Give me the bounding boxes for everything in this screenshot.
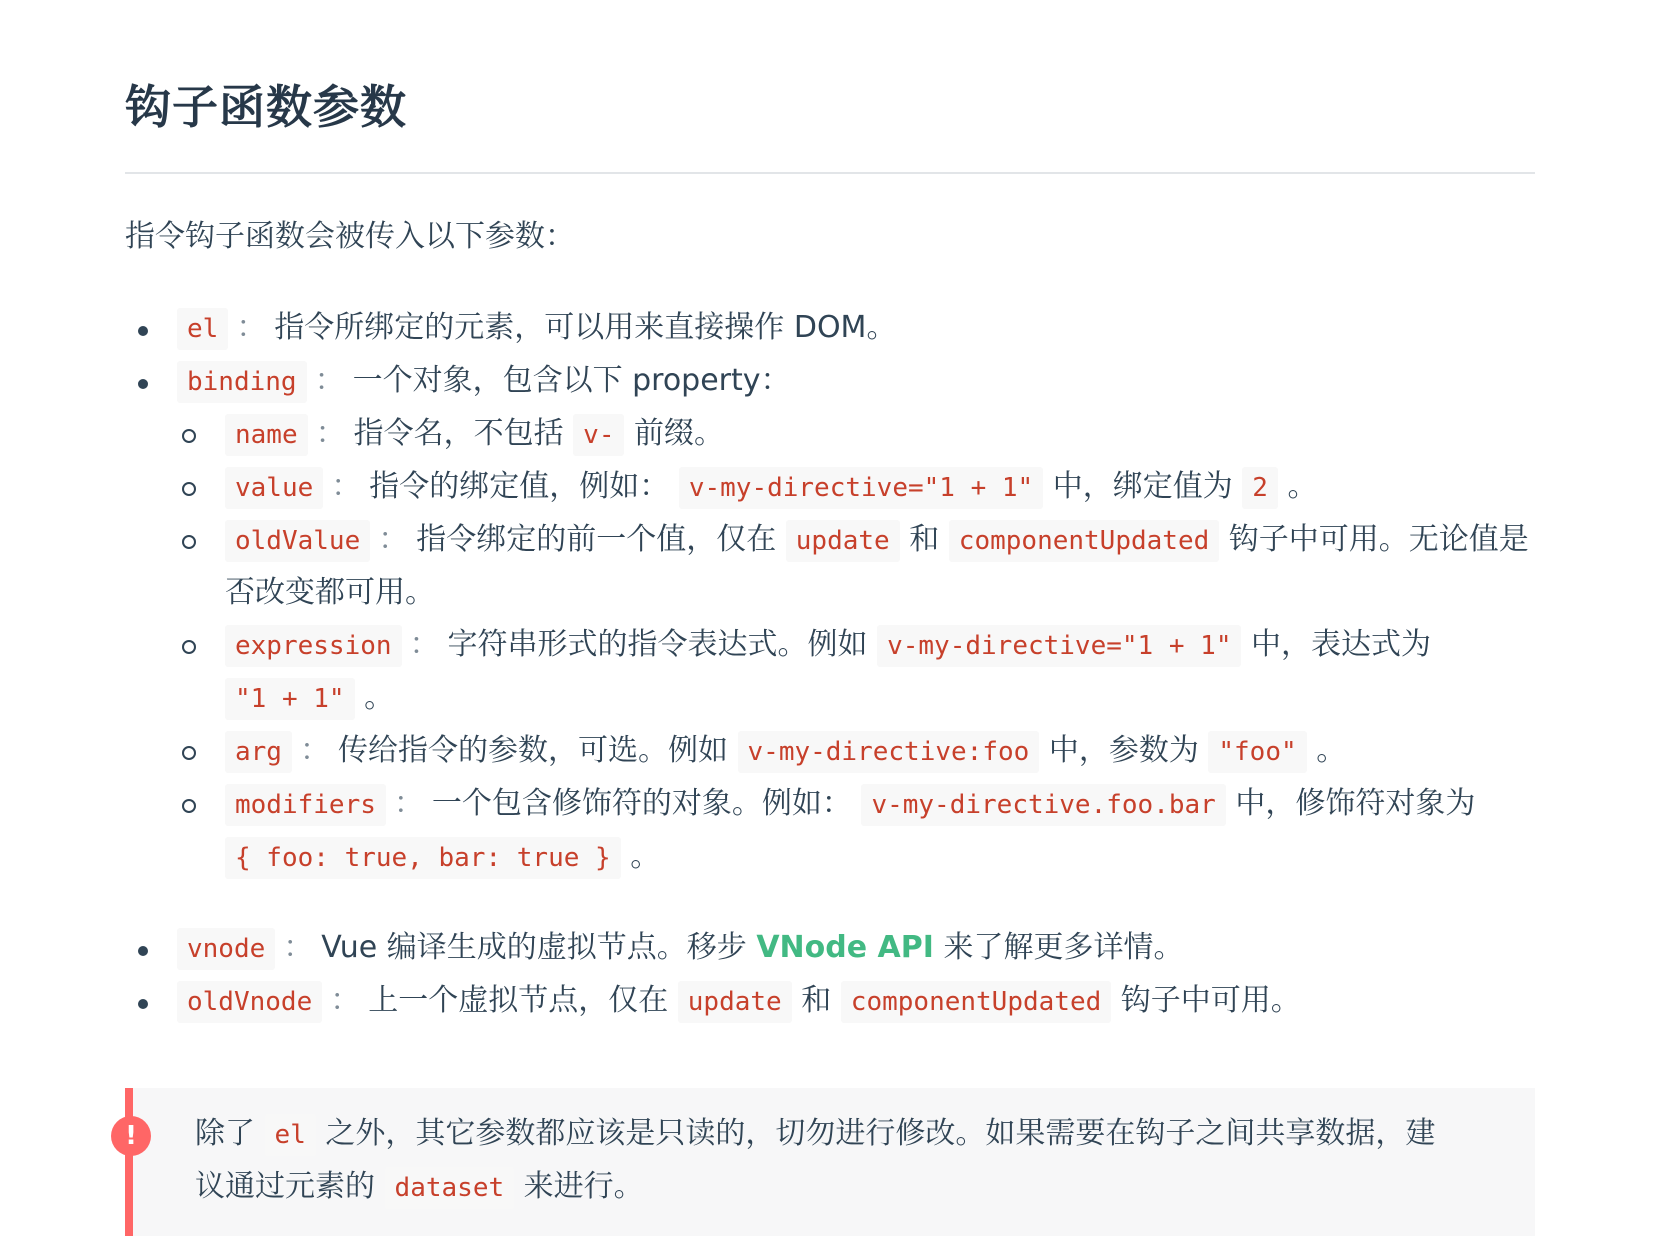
code-componentupdated: componentUpdated <box>841 981 1111 1023</box>
separator: ： <box>378 522 409 557</box>
arg-desc2: 中，参数为 <box>1048 733 1199 768</box>
separator: ： <box>331 469 362 504</box>
name-desc2: 前缀。 <box>634 416 725 451</box>
code-name: name <box>225 414 308 456</box>
code-oldvnode: oldVnode <box>177 981 322 1023</box>
code-update: update <box>678 981 792 1023</box>
arg-desc1: 传给指令的参数，可选。例如 <box>337 733 728 768</box>
code-arg: arg <box>225 731 292 773</box>
oldvnode-desc3: 钩子中可用。 <box>1120 983 1301 1018</box>
code-dataset: dataset <box>385 1167 515 1209</box>
code-expression: expression <box>225 625 402 667</box>
code-value-example: v-my-directive="1 + 1" <box>679 467 1043 509</box>
warning-tip <box>125 1088 1535 1236</box>
sub-item-arg <box>177 725 1535 778</box>
sub-item-oldvalue <box>177 514 1535 619</box>
separator: ： <box>330 983 361 1018</box>
sub-item-modifiers <box>177 778 1535 884</box>
vnode-api-link[interactable]: VNode API <box>756 930 934 965</box>
code-value-result: 2 <box>1242 467 1278 509</box>
code-modifiers-example: v-my-directive.foo.bar <box>861 784 1225 826</box>
code-binding: binding <box>177 361 307 403</box>
heading-divider <box>125 172 1535 174</box>
list-item-binding <box>125 355 1535 884</box>
el-desc: 指令所绑定的元素，可以用来直接操作 DOM。 <box>274 310 897 345</box>
separator: ： <box>314 363 345 398</box>
code-modifiers-result: { foo: true, bar: true } <box>225 837 621 879</box>
code-expression-example: v-my-directive="1 + 1" <box>877 625 1241 667</box>
vnode-desc2: 来了解更多详情。 <box>943 930 1184 965</box>
code-v-prefix: v- <box>573 414 624 456</box>
code-el: el <box>265 1114 316 1156</box>
binding-desc: 一个对象，包含以下 property： <box>352 363 791 398</box>
tip-text-2: 之外，其它参数都应该是只读的，切勿进行修改。如果需要在钩子之间共享数据，建议通过元素的 <box>195 1116 1436 1204</box>
section-heading: 钩子函数参数 <box>125 80 407 134</box>
modifiers-desc1: 一个包含修饰符的对象。例如： <box>431 786 852 821</box>
code-oldvalue: oldValue <box>225 520 370 562</box>
exclamation-icon: ! <box>111 1116 151 1156</box>
code-arg-result: "foo" <box>1208 731 1306 773</box>
separator: ： <box>299 733 330 768</box>
list-item-el <box>125 302 1535 355</box>
modifiers-desc3: 。 <box>630 839 661 874</box>
expression-desc1: 字符串形式的指令表达式。例如 <box>447 627 868 662</box>
oldvnode-desc2: 和 <box>801 983 832 1018</box>
oldvnode-desc1: 上一个虚拟节点，仅在 <box>368 983 669 1018</box>
vnode-desc1: Vue 编译生成的虚拟节点。移步 <box>321 930 747 965</box>
expression-desc3: 。 <box>364 680 395 715</box>
oldvalue-desc1: 指令绑定的前一个值，仅在 <box>416 522 777 557</box>
code-value: value <box>225 467 323 509</box>
code-expression-result: "1 + 1" <box>225 678 355 720</box>
arg-desc3: 。 <box>1316 733 1347 768</box>
code-update: update <box>786 520 900 562</box>
code-vnode: vnode <box>177 928 275 970</box>
sub-item-value <box>177 461 1535 514</box>
separator: ： <box>315 416 346 451</box>
separator: ： <box>283 930 314 965</box>
intro-paragraph: 指令钩子函数会被传入以下参数： <box>125 219 575 254</box>
tip-text <box>195 1108 1455 1214</box>
sub-item-name <box>177 408 1535 461</box>
code-componentupdated: componentUpdated <box>949 520 1219 562</box>
sub-item-expression <box>177 619 1535 725</box>
code-arg-example: v-my-directive:foo <box>738 731 1040 773</box>
list-item-vnode <box>125 922 1535 975</box>
separator: ： <box>236 310 267 345</box>
separator: ： <box>409 627 440 662</box>
expression-desc2: 中，表达式为 <box>1251 627 1432 662</box>
tip-text-1: 除了 <box>195 1116 255 1151</box>
modifiers-desc2: 中，修饰符对象为 <box>1235 786 1476 821</box>
value-desc1: 指令的绑定值，例如： <box>369 469 670 504</box>
param-list <box>125 302 1535 1028</box>
oldvalue-desc2: 和 <box>909 522 940 557</box>
value-desc3: 。 <box>1287 469 1318 504</box>
binding-sublist <box>177 408 1535 884</box>
name-desc1: 指令名，不包括 <box>353 416 564 451</box>
code-modifiers: modifiers <box>225 784 386 826</box>
code-el: el <box>177 308 228 350</box>
tip-text-3: 来进行。 <box>523 1169 644 1204</box>
oldvalue-desc3: 钩子中可用。无论值是否改变都可用。 <box>225 522 1529 610</box>
list-item-oldvnode <box>125 975 1535 1028</box>
value-desc2: 中，绑定值为 <box>1052 469 1233 504</box>
separator: ： <box>393 786 424 821</box>
